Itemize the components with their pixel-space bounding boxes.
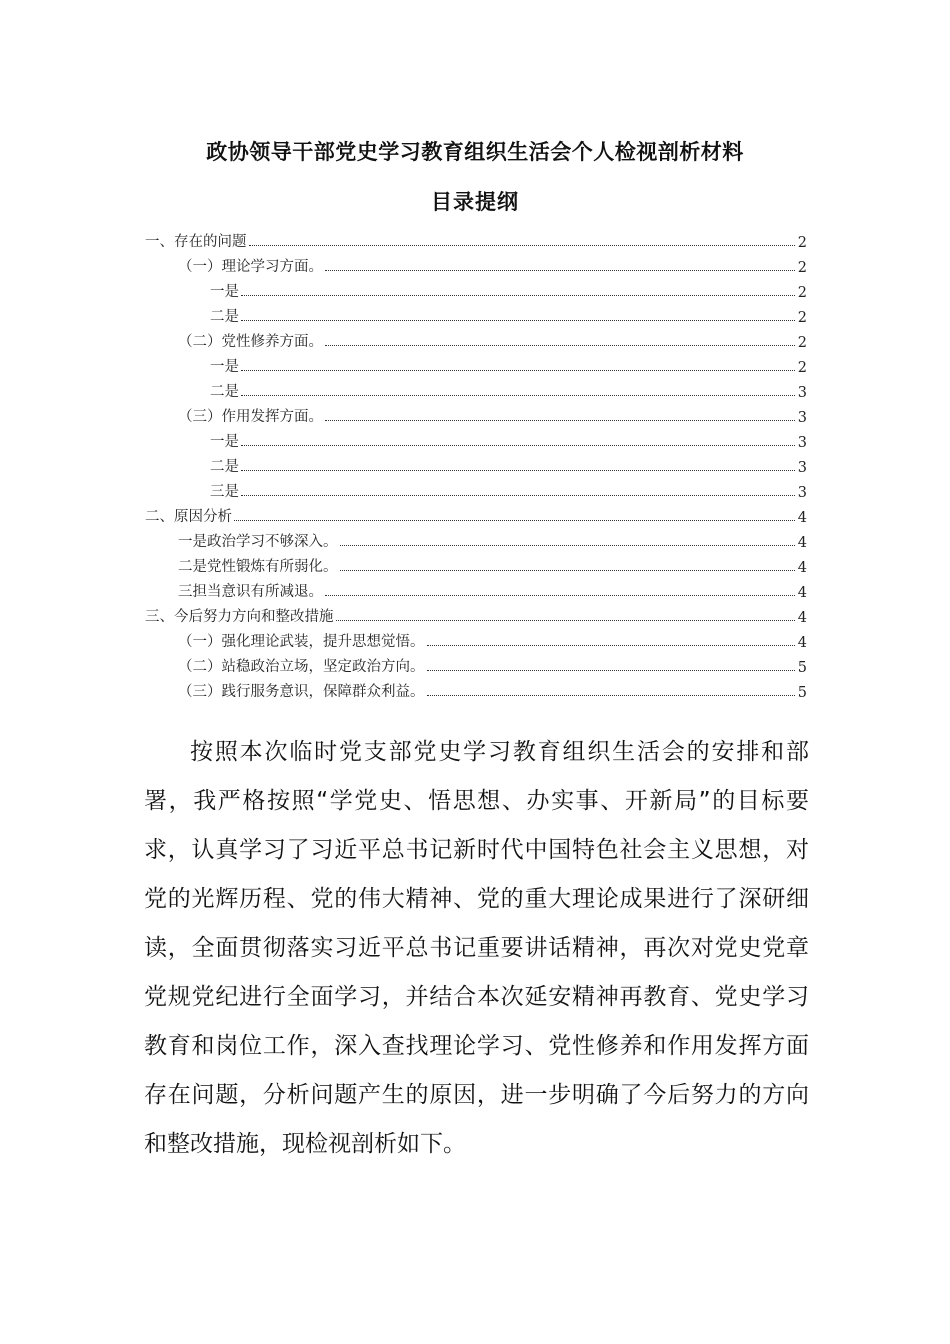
toc-entry-text: （二）党性修养方面。 — [178, 334, 323, 350]
toc-entry[interactable] — [145, 501, 807, 526]
toc-page-number: 2 — [797, 310, 807, 326]
toc-entry-text: （一）强化理论武装，提升思想觉悟。 — [178, 634, 425, 650]
toc-entry-text: 二是 — [210, 309, 239, 325]
toc-leader-dots — [241, 444, 795, 446]
toc-heading: 目录提纲 — [431, 190, 519, 214]
toc-page-number: 5 — [797, 685, 807, 701]
toc-page-number: 3 — [797, 410, 807, 426]
toc-entry[interactable] — [145, 526, 807, 551]
toc-page-number: 5 — [797, 660, 807, 676]
toc-page-number: 2 — [797, 335, 807, 351]
toc-entry[interactable] — [145, 626, 807, 651]
toc-leader-dots — [340, 544, 796, 546]
toc-leader-dots — [249, 244, 796, 246]
toc-leader-dots — [241, 294, 795, 296]
toc-page-number: 4 — [797, 585, 807, 601]
toc-page-number: 2 — [797, 285, 807, 301]
toc-page-number: 4 — [797, 510, 807, 526]
toc-page-number: 3 — [797, 385, 807, 401]
toc-entry-text: 三担当意识有所减退。 — [178, 584, 323, 600]
toc-entry-text: （一）理论学习方面。 — [178, 259, 323, 275]
toc-entry[interactable] — [145, 426, 807, 451]
toc-entry-text: 一是 — [210, 359, 239, 375]
toc-entry[interactable] — [145, 351, 807, 376]
toc-leader-dots — [241, 494, 795, 496]
toc-entry[interactable] — [145, 476, 807, 501]
toc-page-number: 2 — [797, 260, 807, 276]
toc-page-number: 2 — [797, 360, 807, 376]
toc-leader-dots — [325, 594, 795, 596]
toc-entry[interactable] — [145, 451, 807, 476]
toc-entry[interactable] — [145, 676, 807, 701]
toc-page-number: 3 — [797, 435, 807, 451]
toc-entry[interactable] — [145, 251, 807, 276]
toc-leader-dots — [234, 519, 795, 521]
toc-page-number: 3 — [797, 485, 807, 501]
toc-entry-text: （三）践行服务意识，保障群众利益。 — [178, 684, 425, 700]
toc-leader-dots — [241, 469, 795, 471]
toc-leader-dots — [427, 669, 796, 671]
toc-entry[interactable] — [145, 326, 807, 351]
toc-leader-dots — [427, 694, 796, 696]
toc-entry[interactable] — [145, 651, 807, 676]
toc-page-number: 4 — [797, 560, 807, 576]
toc-entry-text: 二是党性锻炼有所弱化。 — [178, 559, 338, 575]
toc-entry-text: 一、存在的问题 — [145, 234, 247, 250]
table-of-contents — [145, 226, 807, 701]
toc-leader-dots — [241, 369, 795, 371]
toc-leader-dots — [427, 644, 796, 646]
toc-entry-text: （二）站稳政治立场，坚定政治方向。 — [178, 659, 425, 675]
toc-entry-text: 二、原因分析 — [145, 509, 232, 525]
toc-leader-dots — [336, 619, 796, 621]
toc-entry[interactable] — [145, 276, 807, 301]
toc-entry[interactable] — [145, 226, 807, 251]
toc-entry[interactable] — [145, 376, 807, 401]
toc-entry-text: 三、今后努力方向和整改措施 — [145, 609, 334, 625]
toc-entry-text: 二是 — [210, 384, 239, 400]
toc-entry-text: （三）作用发挥方面。 — [178, 409, 323, 425]
toc-entry-text: 一是 — [210, 434, 239, 450]
body-paragraph: 按照本次临时党支部党史学习教育组织生活会的安排和部署，我严格按照“学党史、悟思想、办实事、开新局”的目标要求，认真学习了习近平总书记新时代中国特色社会主义思想，对党的光辉历程、党的伟大精神、党的重大理论成果进行了深研细读，全面贯彻落实习近平总书记重要讲话精神，再次对党史党章党规党纪进行全面学习，并结合本次延安精神再教育、党史学习教育和岗位工作，深入查找理论学习、党性修养和作用发挥方面存在问题，分析问题产生的原因，进一步明确了今后努力的方向和整改措施，现检视剖析如下。 — [144, 739, 809, 1157]
toc-page-number: 4 — [797, 635, 807, 651]
toc-entry-text: 一是政治学习不够深入。 — [178, 534, 338, 550]
toc-page-number: 4 — [797, 610, 807, 626]
toc-leader-dots — [241, 394, 795, 396]
toc-entry-text: 二是 — [210, 459, 239, 475]
toc-entry[interactable] — [145, 576, 807, 601]
toc-entry[interactable] — [145, 601, 807, 626]
toc-page-number: 2 — [797, 235, 807, 251]
toc-entry-text: 一是 — [210, 284, 239, 300]
toc-page-number: 3 — [797, 460, 807, 476]
toc-leader-dots — [325, 269, 795, 271]
document-title: 政协领导干部党史学习教育组织生活会个人检视剖析材料 — [206, 140, 744, 164]
toc-leader-dots — [325, 344, 795, 346]
toc-leader-dots — [325, 419, 795, 421]
toc-leader-dots — [340, 569, 796, 571]
toc-entry[interactable] — [145, 551, 807, 576]
toc-entry[interactable] — [145, 401, 807, 426]
toc-page-number: 4 — [797, 535, 807, 551]
toc-entry[interactable] — [145, 301, 807, 326]
toc-leader-dots — [241, 319, 795, 321]
toc-entry-text: 三是 — [210, 484, 239, 500]
